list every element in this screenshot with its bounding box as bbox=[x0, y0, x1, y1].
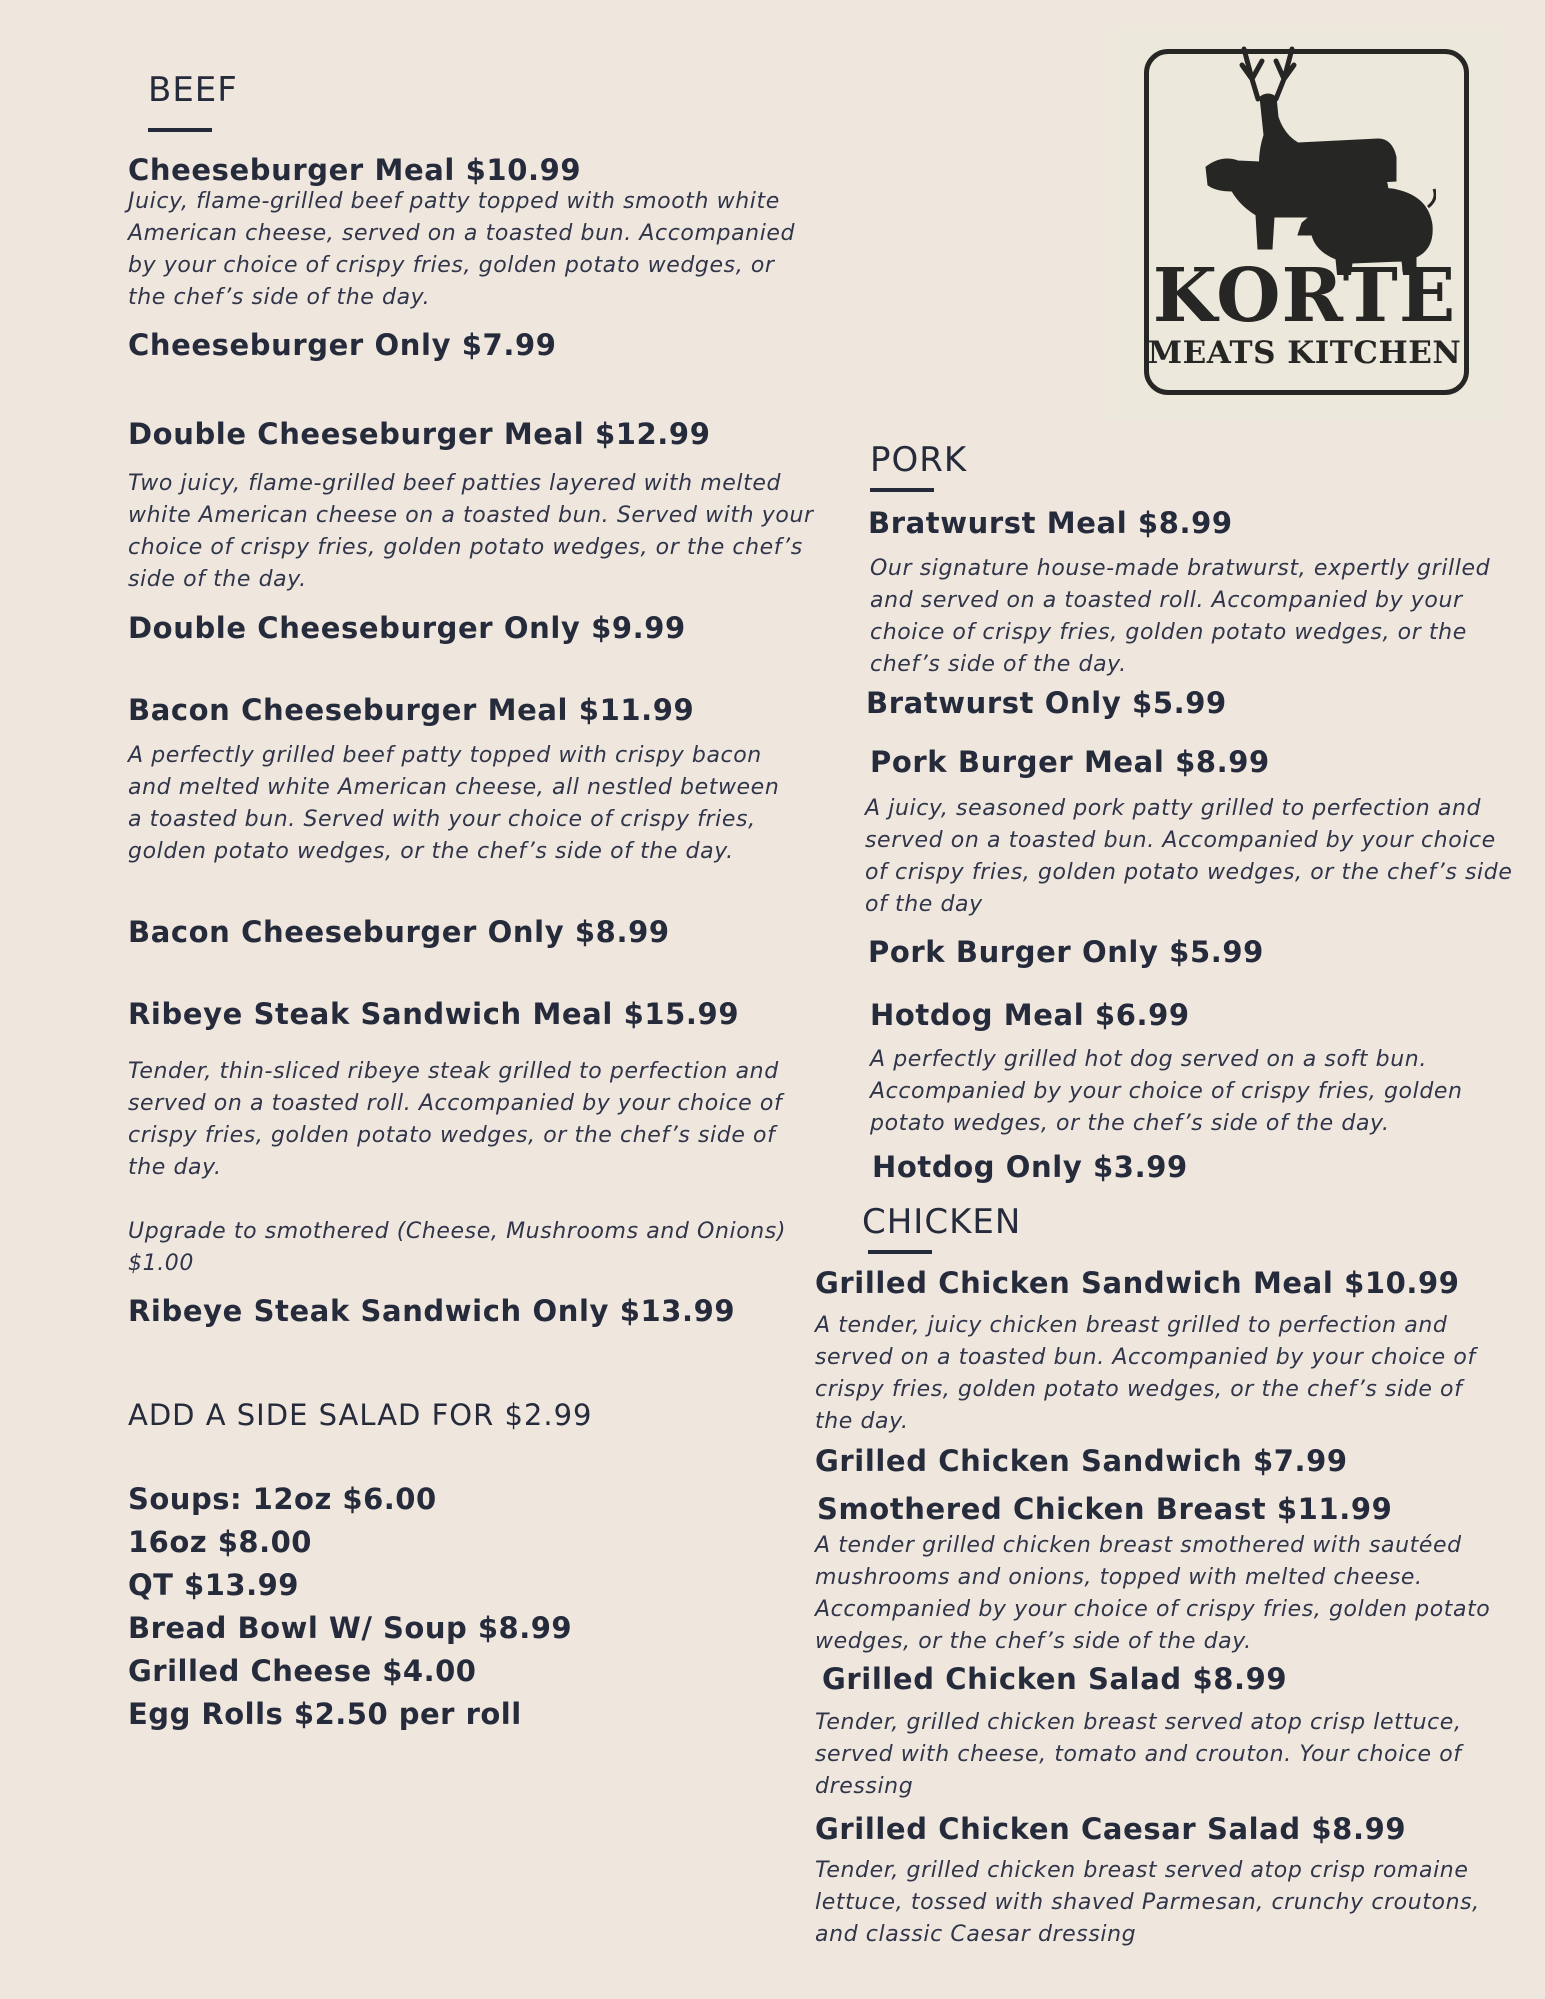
menu-item-name: Grilled Chicken Caesar Salad $8.99 bbox=[815, 1812, 1407, 1846]
menu-item-description: A juicy, seasoned pork patty grilled to perfection and served on a toasted bun. Accompanied by your choice of crispy fries, golden potato wedges, or the chef’s side of the day bbox=[865, 796, 1513, 917]
menu-item-description: Tender, thin-sliced ribeye steak grilled to perfection and served on a toasted roll. Accompanied by your choice of crispy fries, golden potato wedges, or the chef’s side of the day. bbox=[128, 1059, 783, 1180]
menu-item-description: Tender, grilled chicken breast served atop crisp romaine lettuce, tossed with shaved Parmesan, crunchy croutons, and classic Caesar dressing bbox=[815, 1858, 1480, 1947]
menu-item-description: A perfectly grilled hot dog served on a soft bun. Accompanied by your choice of crispy fries, golden potato wedges, or the chef’s side of the day. bbox=[870, 1047, 1463, 1136]
extras-line: Bread Bowl W/ Soup $8.99 bbox=[128, 1611, 573, 1645]
extras-line: 16oz $8.00 bbox=[128, 1525, 312, 1559]
menu-item-name: Grilled Chicken Sandwich Meal $10.99 bbox=[815, 1266, 1460, 1300]
menu-item-name: Smothered Chicken Breast $11.99 bbox=[817, 1492, 1393, 1526]
menu-item-description: Tender, grilled chicken breast served atop crisp lettuce, served with cheese, tomato and crouton. Your choice of dressing bbox=[815, 1710, 1462, 1799]
extras-line: Egg Rolls $2.50 per roll bbox=[128, 1697, 522, 1731]
menu-item-description: A tender grilled chicken breast smothered with sautéed mushrooms and onions, topped with melted cheese. Accompanied by your choice of crispy fries, golden potato wedges, or the chef’s side of the day. bbox=[815, 1533, 1491, 1654]
menu-item-description: A perfectly grilled beef patty topped with crispy bacon and melted white American cheese, all nestled between a toasted bun. Served with your choice of crispy fries, golden potato wedges, or the chef’s side of the day. bbox=[128, 743, 780, 864]
extras-list bbox=[128, 1478, 572, 1736]
menu-item-name: Double Cheeseburger Only $9.99 bbox=[128, 611, 686, 645]
extras-line: QT $13.99 bbox=[128, 1568, 299, 1602]
menu-item-name: Hotdog Meal $6.99 bbox=[870, 998, 1190, 1032]
menu-item-name: Ribeye Steak Sandwich Meal $15.99 bbox=[128, 997, 740, 1031]
menu-item-name: Grilled Chicken Salad $8.99 bbox=[822, 1662, 1288, 1696]
logo-wordmark: KORTE bbox=[1152, 253, 1457, 339]
section-rule-pork bbox=[870, 488, 934, 492]
menu-item-name: Ribeye Steak Sandwich Only $13.99 bbox=[128, 1294, 736, 1328]
section-rule-chicken bbox=[868, 1250, 932, 1254]
logo-subtitle: MEATS KITCHEN bbox=[1147, 335, 1462, 371]
menu-item-name: Hotdog Only $3.99 bbox=[872, 1150, 1188, 1184]
menu-item-description: A tender, juicy chicken breast grilled to perfection and served on a toasted bun. Accompanied by your choice of crispy fries, golden potato wedges, or the chef’s side of the day. bbox=[815, 1313, 1476, 1434]
animals-silhouette-icon bbox=[1166, 39, 1436, 275]
menu-item-name: Grilled Chicken Sandwich $7.99 bbox=[815, 1444, 1348, 1478]
section-title-beef: BEEF bbox=[148, 70, 238, 110]
menu-item-name: Cheeseburger Only $7.99 bbox=[128, 328, 557, 362]
section-title-chicken: CHICKEN bbox=[862, 1202, 1022, 1242]
menu-item-name: Bratwurst Only $5.99 bbox=[866, 686, 1227, 720]
menu-item-name: Bacon Cheeseburger Only $8.99 bbox=[128, 915, 670, 949]
korte-logo bbox=[1106, 25, 1503, 419]
side-salad-note: ADD A SIDE SALAD FOR $2.99 bbox=[128, 1398, 593, 1432]
menu-item-name: Bratwurst Meal $8.99 bbox=[868, 506, 1233, 540]
section-title-pork: PORK bbox=[870, 440, 968, 480]
menu-item-name: Bacon Cheeseburger Meal $11.99 bbox=[128, 693, 695, 727]
extras-line: Soups: 12oz $6.00 bbox=[128, 1482, 437, 1516]
menu-item-name: Pork Burger Meal $8.99 bbox=[870, 745, 1270, 779]
extras-line: Grilled Cheese $4.00 bbox=[128, 1654, 477, 1688]
section-rule-beef bbox=[148, 128, 212, 132]
menu-item-name: Cheeseburger Meal $10.99 bbox=[128, 153, 582, 187]
menu-item-upgrade: Upgrade to smothered (Cheese, Mushrooms and Onions) $1.00 bbox=[128, 1219, 787, 1276]
menu-item-description: Juicy, flame-grilled beef patty topped with smooth white American cheese, served on a toasted bun. Accompanied by your choice of crispy fries, golden potato wedges, or the chef’s side of the day. bbox=[128, 189, 796, 310]
menu-item-description: Our signature house-made bratwurst, expertly grilled and served on a toasted roll. Accompanied by your choice of crispy fries, golden potato wedges, or the chef’s side of the day. bbox=[870, 556, 1491, 677]
menu-item-name: Pork Burger Only $5.99 bbox=[868, 935, 1264, 969]
menu-item-name: Double Cheeseburger Meal $12.99 bbox=[128, 417, 711, 451]
menu-item-description: Two juicy, flame-grilled beef patties layered with melted white American cheese on a toasted bun. Served with your choice of crispy fries, golden potato wedges, or the chef’s side of the day. bbox=[128, 471, 814, 592]
